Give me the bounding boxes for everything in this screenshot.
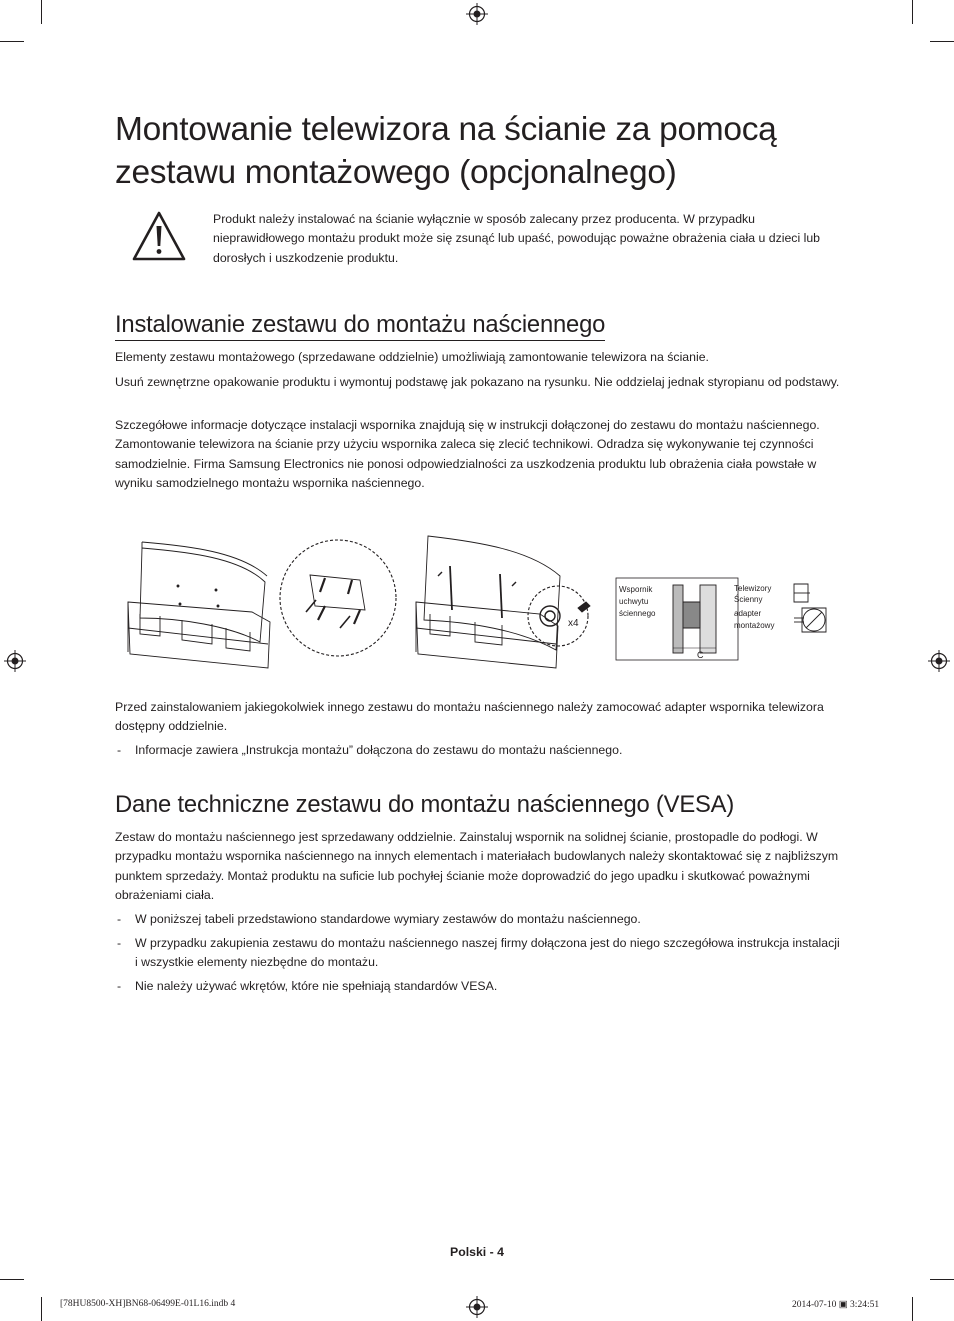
crop-mark [930,1279,954,1280]
bullet-dash: - [117,912,122,926]
warning-text: Produkt należy instalować na ścianie wyłącznie w sposób zalecany przez producenta. W przypadku nieprawidłowego montażu produkt może się zsunąć lub upaść, powodując poważne obrażenia ciała u dzieci lub dorosłych i uszkodzenie produktu. [213,212,821,265]
list-item-text: W przypadku zakupienia zestawu do montażu naściennego naszej firmy dołączona jest do niego szczegółowa instrukcja instalacji i wszystkie elementy niezbędne do montażu. [135,936,840,970]
list-item [117,977,842,996]
file-slug: [78HU8500-XH]BN68-06499E-01L16.indb 4 [60,1299,236,1309]
page-number: Polski - 4 [450,1245,504,1259]
crop-mark [41,0,42,24]
registration-mark-icon [4,650,26,672]
list-item [117,741,842,760]
bullet-dash: - [117,936,122,950]
page-title [115,108,875,194]
screw-count-label: x4 [568,618,579,629]
crop-mark [41,1297,42,1321]
tv-back-left [140,548,265,642]
warning-triangle-icon [131,210,187,262]
registration-mark-icon [928,650,950,672]
print-timestamp: 2014-07-10 ▣ 3:24:51 [792,1300,880,1310]
crop-mark [930,41,954,42]
dimension-c-label: C [697,650,704,660]
paragraph: Zestaw do montażu naściennego jest sprzedawany oddzielnie. Zainstaluj wspornik na solidnej ścianie, prostopadle do podłogi. W przypadku montażu wspornika naściennego na innych elementach i materiałach budowlanych należy skontaktować się z najbliższym punktem sprzedaży. Montaż produktu na suficie lub pochyłej ścianie może doprowadzić do jego upadku i skutkować poważnymi obrażeniami ciała. [115,830,839,903]
wall-mount-illustration [120,530,840,680]
list-item [117,934,842,973]
crop-mark [912,1297,913,1321]
paragraph: Szczegółowe informacje dotyczące instalacji wspornika znajdują się w instrukcji dołączonej do zestawu do montażu naściennego. Zamontowanie telewizora na ścianie przy użyciu wspornika zaleca się zlecić technikowi. Odradza się wykonywanie tej czynności samodzielnie. Firma Samsung Electronics nie ponosi odpowiedzialności za uszkodzenia produktu lub obrażenia ciała powstałe w wyniku samodzielnego montażu wspornika naściennego. [115,418,820,491]
paragraph: Usuń zewnętrzne opakowanie produktu i wymontuj podstawę jak pokazano na rysunku. Nie oddzielaj jednak styropianu od podstawy. [115,375,840,389]
list-item-text: Informacje zawiera „Instrukcja montażu” dołączona do zestawu do montażu naściennego. [135,743,623,757]
page-title-line1: Montowanie telewizora na ścianie za pomocą [115,111,777,148]
list-item-text: Nie należy używać wkrętów, które nie spełniają standardów VESA. [135,979,498,993]
page-title-line2: zestawu montażowego (opcjonalnego) [115,154,677,191]
section-heading-install: Instalowanie zestawu do montażu naściennego [115,310,605,341]
crop-mark [0,41,24,42]
bracket-label-line3: ściennego [619,609,656,618]
crop-mark [0,1279,24,1280]
bracket-label-line2: uchwytu [619,597,649,606]
registration-mark-icon [466,3,488,25]
section-heading-vesa: Dane techniczne zestawu do montażu naściennego (VESA) [115,791,735,818]
list-item-text: W poniższej tabeli przedstawiono standardowe wymiary zestawów do montażu naściennego. [135,912,641,926]
bullet-dash: - [117,979,122,993]
paragraph: Przed zainstalowaniem jakiegokolwiek innego zestawu do montażu naściennego należy zamocować adapter wspornika telewizora dostępny oddzielnie. [115,700,824,734]
crop-mark [912,0,913,24]
registration-mark-icon [466,1296,488,1318]
adapter-label-line3: adapter [734,609,762,618]
adapter-label-line4: montażowy [734,621,775,630]
adapter-label-line2: Ścienny [734,595,763,604]
list-item [117,910,842,929]
bracket-label-line1: Wspornik [619,585,653,594]
paragraph: Elementy zestawu montażowego (sprzedawane oddzielnie) umożliwiają zamontowanie telewizora na ścianie. [115,350,709,364]
adapter-label-line1: Telewizory [734,584,772,593]
bullet-dash: - [117,743,122,757]
